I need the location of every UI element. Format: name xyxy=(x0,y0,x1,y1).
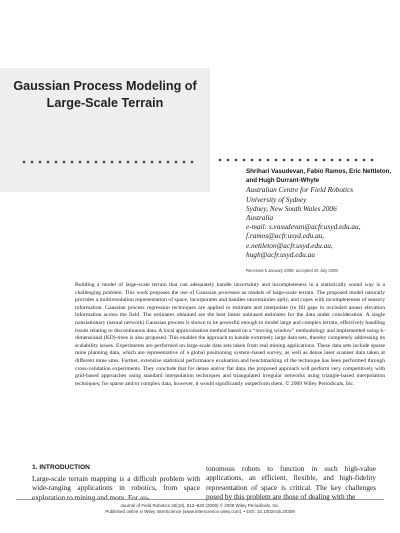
intro-text-left: Large-scale terrain mapping is a difficult problem with wide-ranging applications in robotics, from space exploration to mining and more. For au- xyxy=(32,474,200,502)
section-heading: 1. INTRODUCTION xyxy=(32,464,90,471)
affiliation-line: Australian Centre for Field Robotics xyxy=(246,185,354,195)
author-block xyxy=(246,167,396,259)
journal-doi: Published online in Wiley InterScience (www.interscience.wiley.com). • DOI: 10.1002/rob.20309 xyxy=(105,509,295,514)
author-names: Shrihari Vasudevan, Fabio Ramos, Eric Nettleton, and Hugh Durrant-Whyte xyxy=(246,168,392,185)
email-line: e.nettleton@acfr.usyd.edu.au, xyxy=(246,240,333,250)
footer-divider xyxy=(16,499,384,500)
email-line: hugh@acfr.usyd.edu.au xyxy=(246,249,315,259)
journal-citation: Journal of Field Robotics 26(10), 812–840 (2009) © 2009 Wiley Periodicals, Inc. xyxy=(120,503,280,508)
dotted-divider xyxy=(20,160,196,164)
title-panel xyxy=(0,68,210,192)
affiliation-line: Australia xyxy=(246,213,274,223)
paper-title: Gaussian Process Modeling of Large-Scale Terrain xyxy=(13,79,197,110)
journal-footer xyxy=(50,503,350,515)
affiliation-line: University of Sydney xyxy=(246,194,307,204)
email-line: f.ramos@acfr.usyd.edu.au, xyxy=(246,231,325,241)
affiliation-line: Sydney, New South Wales 2006 xyxy=(246,203,337,213)
received-date: Received 5 January 2009; accepted 26 July 2009 xyxy=(246,268,338,273)
abstract: Building a model of large-scale terrain that can adequately handle uncertainty and incompleteness in a statistically sound way is a challenging problem. This work proposes the use of Gaussian processes as models of large-scale terrain. The proposed model naturally provides a multiresolution representation of space, incorporates and handles uncertainties aptly, and copes with incompleteness of sensory information. Gaussian process regression techniques are applied to estimate and interpolate (to fill gaps in occluded areas) elevation information across the field. The estimates obtained are the best linear unbiased estimates for the data under consideration. A single nonstationary (neural network) Gaussian process is shown to be powerful enough to model large and complex terrain, effectively handling issues relating to discontinuous data. A local approximation method based on a “moving window” methodology and implemented using k-dimensional (KD)-trees is also proposed. This enables the approach to handle extremely large data sets, thereby completely addressing its scalability issues. Experiments are performed on large-scale data sets taken from real mining applications. These data sets include sparse mine planning data, which are representative of a global positioning system–based survey, as well as dense laser scanner data taken at different mine sites. Further, extensive statistical performance evaluation and benchmarking of the technique has been performed through cross-validation experiments. They conclude that for dense and/or flat data, the proposed approach will perform very competitively with grid-based approaches using standard interpolation techniques and triangulated irregular networks using triangle-based interpolation techniques; for sparse and/or complex data, however, it would significantly outperform them. © 2009 Wiley Periodicals, Inc. xyxy=(75,282,385,387)
email-line: e-mail: s.vasudevan@acfr.usyd.edu.au, xyxy=(246,222,361,232)
dotted-divider-right xyxy=(216,158,376,162)
intro-text-right: tonomous robots to function in such high-value applications, an efficient, flexible, and high-fidelity representation of space is critical. The key challenges posed by this problem are those of dealing with the xyxy=(206,464,376,502)
